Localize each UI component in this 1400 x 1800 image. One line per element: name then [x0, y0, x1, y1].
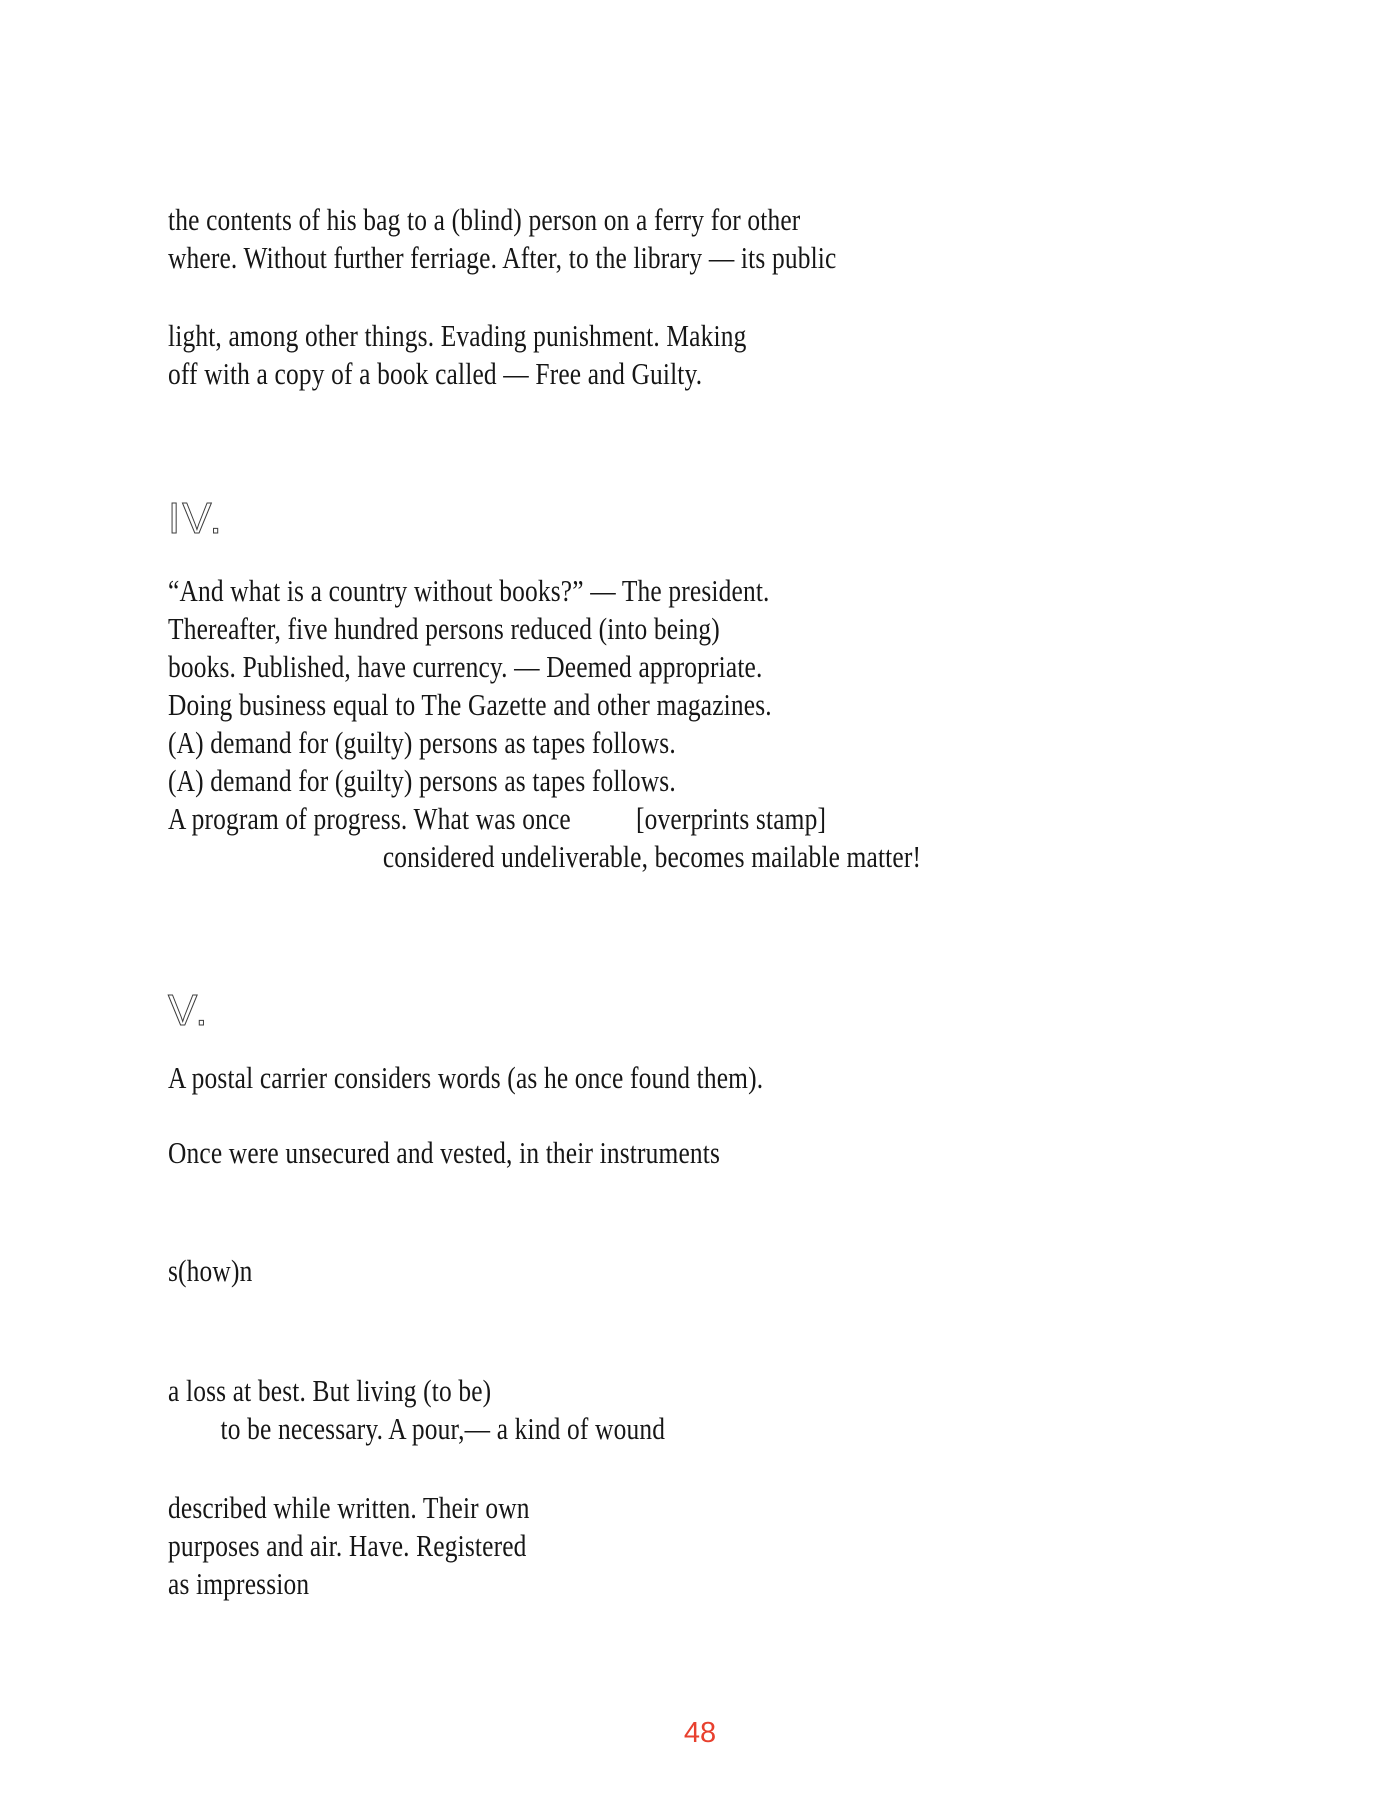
poem-line: A postal carrier considers words (as he once found them). [168, 1060, 764, 1095]
poem-line: Once were unsecured and vested, in their instruments [168, 1135, 721, 1170]
section-iv [168, 490, 1368, 546]
prelude-stanza-2 [168, 317, 1368, 393]
poem-line: to be necessary. A pour,— a kind of wound [220, 1411, 666, 1446]
poem-line: as impression [168, 1566, 310, 1601]
poem-line: (A) demand for (guilty) persons as tapes follows. [168, 763, 676, 798]
poem-line: Doing business equal to The Gazette and other magazines. [168, 687, 772, 722]
poem-line: (A) demand for (guilty) persons as tapes follows. [168, 725, 676, 760]
section-v-stanza-2 [168, 1134, 1368, 1172]
poem-line: A program of progress. What was once [overprints stamp] [168, 801, 827, 836]
poem-line: books. Published, have currency. — Deemed appropriate. [168, 649, 763, 684]
poem-line: off with a copy of a book called — Free and Guilty. [168, 356, 703, 391]
section-heading-iv [168, 490, 328, 546]
section-iv-stanza [168, 572, 1368, 876]
poem-line: purposes and air. Have. Registered [168, 1528, 527, 1563]
poem-line: s(how)n [168, 1253, 253, 1288]
section-heading-iv-label: IV. [168, 494, 224, 543]
poem-line: described while written. Their own [168, 1490, 530, 1525]
prelude-stanza-1 [168, 201, 1368, 277]
poem-line: a loss at best. But living (to be) [168, 1373, 492, 1408]
poem-line: considered undeliverable, becomes mailable matter! [382, 839, 922, 874]
poem-line: light, among other things. Evading punishment. Making [168, 318, 747, 353]
section-v-stanza-1 [168, 1059, 1368, 1097]
poem-line: “And what is a country without books?” — The president. [168, 573, 770, 608]
section-v-stanza-4 [168, 1372, 1368, 1448]
page-number: 48 [683, 1717, 717, 1749]
poem-line: where. Without further ferriage. After, to the library — its public [168, 240, 837, 275]
section-v-stanza-5 [168, 1489, 1368, 1603]
section-heading-v-label: V. [168, 986, 210, 1035]
section-v-stanza-3 [168, 1252, 1368, 1290]
section-heading-v [168, 982, 328, 1038]
section-v [168, 982, 1368, 1038]
poem-line: Thereafter, five hundred persons reduced (into being) [168, 611, 720, 646]
poem-line: the contents of his bag to a (blind) person on a ferry for other [168, 202, 801, 237]
